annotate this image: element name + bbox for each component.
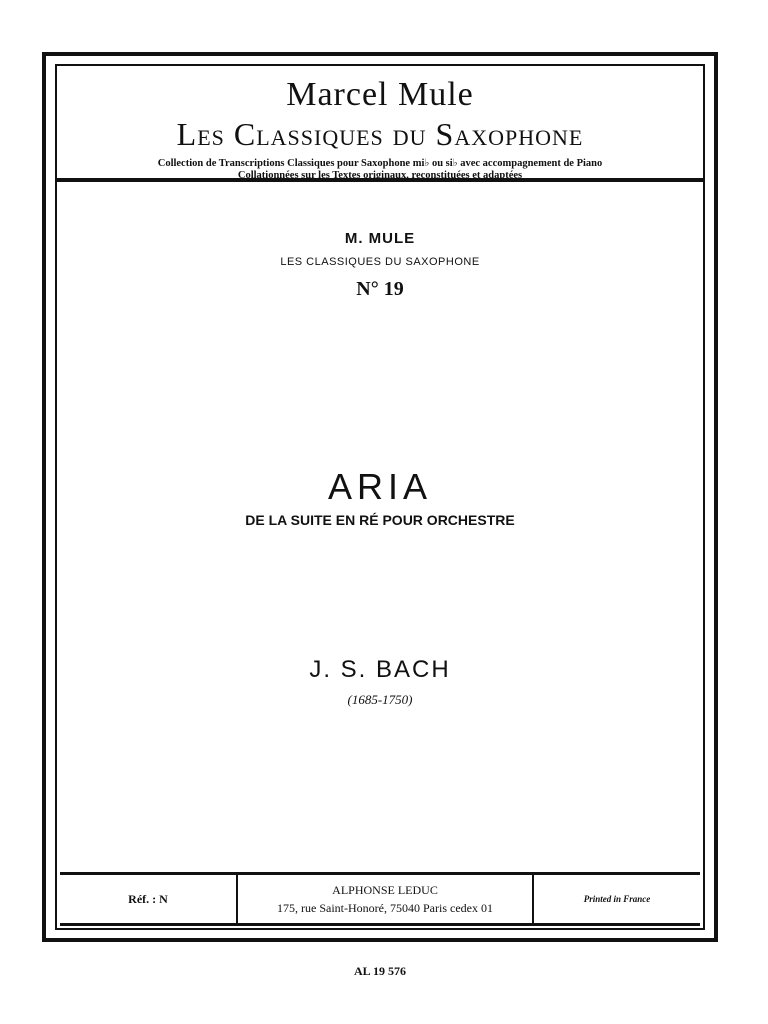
edition-number: N° 19: [356, 278, 404, 300]
series-header: [55, 64, 705, 182]
series-author: Marcel Mule: [286, 76, 474, 113]
work-title: ARIA: [327, 466, 433, 507]
series-description-line1: Collection de Transcriptions Classiques pour Saxophone mi♭ ou si♭ avec accompagnement de Piano: [157, 158, 603, 169]
composer-name: J. S. BACH: [309, 656, 451, 683]
reference-cell: [60, 875, 238, 923]
catalog-number: AL 19 576: [353, 964, 406, 978]
series-title: Les Classiques du Saxophone: [176, 116, 584, 152]
publisher-address: 175, rue Saint-Honoré, 75040 Paris cedex 01: [277, 901, 493, 915]
series-description-line2: Collationnées sur les Textes originaux, reconstituées et adaptées: [237, 170, 523, 181]
edition-series: LES CLASSIQUES DU SAXOPHONE: [280, 256, 480, 268]
publisher-name: ALPHONSE LEDUC: [332, 883, 438, 897]
printed-cell: [534, 875, 700, 923]
reference-label: Réf. : N: [128, 891, 168, 906]
publisher-cell: [238, 875, 534, 923]
printed-in-label: Printed in France: [583, 894, 651, 904]
edition-author: M. MULE: [344, 230, 416, 247]
publisher-footer: [60, 872, 700, 926]
series-description: [55, 158, 705, 182]
composer-dates: (1685-1750): [347, 692, 413, 707]
work-subtitle: DE LA SUITE EN RÉ POUR ORCHESTRE: [245, 512, 515, 528]
